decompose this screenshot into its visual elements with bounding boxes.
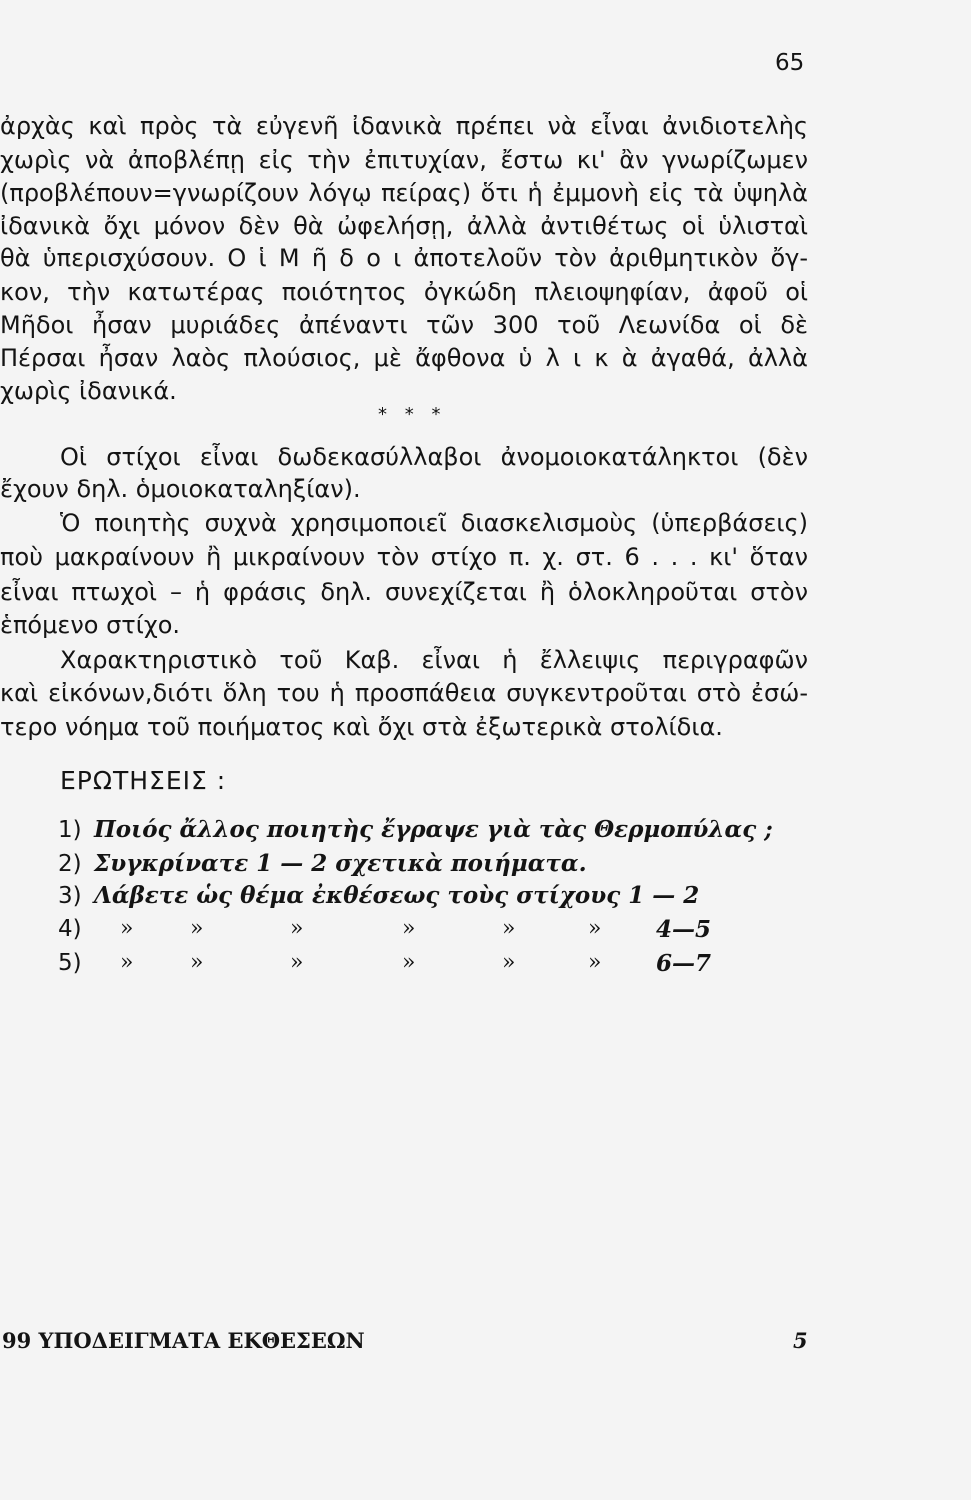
ditto-mark: » bbox=[588, 950, 602, 975]
question-number: 5) bbox=[58, 950, 82, 976]
text-line: εἶναι πτωχοὶ – ἡ φράσις δηλ. συνεχίζεται ἢ ὁλοκληροῦται στὸν bbox=[0, 578, 808, 606]
text-line: Μῆδοι ἦσαν μυριάδες ἀπέναντι τῶν 300 τοῦ Λεωνίδα οἱ δὲ bbox=[0, 311, 808, 339]
text-line: Χαρακτηριστικὸ τοῦ Καβ. εἶναι ἡ ἔλλειψις περιγραφῶν bbox=[60, 646, 808, 674]
question-number: 3) bbox=[58, 883, 82, 909]
text-line: (προβλέπουν=γνωρίζουν λόγῳ πείρας) ὅτι ἡ ἐμμονὴ εἰς τὰ ὑψηλὰ bbox=[0, 179, 808, 207]
question-item bbox=[58, 816, 773, 843]
text-line: καὶ εἰκόνων,διότι ὅλη του ἡ προσπάθεια συγκεντροῦται στὸ ἐσώ- bbox=[0, 679, 808, 707]
questions-heading: ΕΡΩΤΗΣΕΙΣ : bbox=[60, 766, 227, 795]
text-line: χωρὶς νὰ ἀποβλέπῃ εἰς τὴν ἐπιτυχίαν, ἔστω κι' ἂν γνωρίζωμεν bbox=[0, 146, 808, 174]
text-line: κον, τὴν κατωτέρας ποιότητος ὀγκώδη πλειοψηφίαν, ἀφοῦ οἱ bbox=[0, 278, 808, 306]
text-line: θὰ ὑπερισχύσουν. Ο ἱ Μ ῆ δ ο ι ἀποτελοῦν τὸν ἀριθμητικὸν ὄγ- bbox=[0, 244, 808, 272]
text-line: ἰδανικὰ ὄχι μόνον δὲν θὰ ὠφελήσῃ, ἀλλὰ ἀντιθέτως οἱ ὑλισταὶ bbox=[0, 212, 808, 240]
text-line: Ὁ ποιητὴς συχνὰ χρησιμοποιεῖ διασκελισμοὺς (ὑπερβάσεις) bbox=[60, 509, 808, 537]
text-line: χωρὶς ἰδανικά. bbox=[0, 377, 177, 405]
page-number: 65 bbox=[775, 50, 805, 76]
ditto-mark: » bbox=[502, 950, 516, 975]
ditto-mark: » bbox=[290, 950, 304, 975]
question-item bbox=[58, 882, 699, 909]
footer-signature: 99 ΥΠΟΔΕΙΓΜΑΤΑ ΕΚΘΕΣΕΩΝ bbox=[2, 1328, 365, 1353]
ditto-mark: » bbox=[502, 916, 516, 941]
question-text: Ποιός ἄλλος ποιητὴς ἔγραψε γιὰ τὰς Θερμοπύλας ; bbox=[94, 816, 773, 843]
question-item bbox=[58, 850, 587, 877]
question-text: Συγκρίνατε 1 — 2 σχετικὰ ποιήματα. bbox=[94, 850, 587, 877]
text-line: ἔχουν δηλ. ὁμοιοκαταληξίαν). bbox=[0, 475, 361, 503]
text-line: τερο νόημα τοῦ ποιήματος καὶ ὄχι στὰ ἐξωτερικὰ στολίδια. bbox=[0, 713, 723, 741]
ditto-mark: » bbox=[190, 916, 204, 941]
text-line: Πέρσαι ἦσαν λαὸς πλούσιος, μὲ ἄφθονα ὑ λ ι κ ὰ ἀγαθά, ἀλλὰ bbox=[0, 344, 808, 372]
ditto-mark: » bbox=[120, 916, 134, 941]
ditto-mark: » bbox=[588, 916, 602, 941]
question-number: 2) bbox=[58, 851, 82, 877]
ditto-mark: » bbox=[402, 916, 416, 941]
text-line: ἀρχὰς καὶ πρὸς τὰ εὐγενῆ ἰδανικὰ πρέπει νὰ εἶναι ἀνιδιοτελὴς bbox=[0, 112, 808, 140]
section-separator: * * * bbox=[378, 404, 447, 425]
verse-range: 4—5 bbox=[656, 916, 712, 943]
ditto-mark: » bbox=[190, 950, 204, 975]
footer-sheet-number: 5 bbox=[793, 1328, 808, 1353]
ditto-mark: » bbox=[290, 916, 304, 941]
question-number: 4) bbox=[58, 916, 82, 942]
ditto-mark: » bbox=[402, 950, 416, 975]
ditto-mark: » bbox=[120, 950, 134, 975]
text-line: ποὺ μακραίνουν ἢ μικραίνουν τὸν στίχο π. χ. στ. 6 . . . κι' ὅταν bbox=[0, 543, 808, 571]
question-number: 1) bbox=[58, 817, 82, 843]
question-text: Λάβετε ὡς θέμα ἐκθέσεως τοὺς στίχους 1 — 2 bbox=[94, 882, 700, 909]
text-line: ἑπόμενο στίχο. bbox=[0, 611, 181, 639]
verse-range: 6—7 bbox=[656, 950, 712, 977]
text-line: Οἱ στίχοι εἶναι δωδεκασύλλαβοι ἀνομοιοκατάληκτοι (δὲν bbox=[60, 443, 808, 471]
